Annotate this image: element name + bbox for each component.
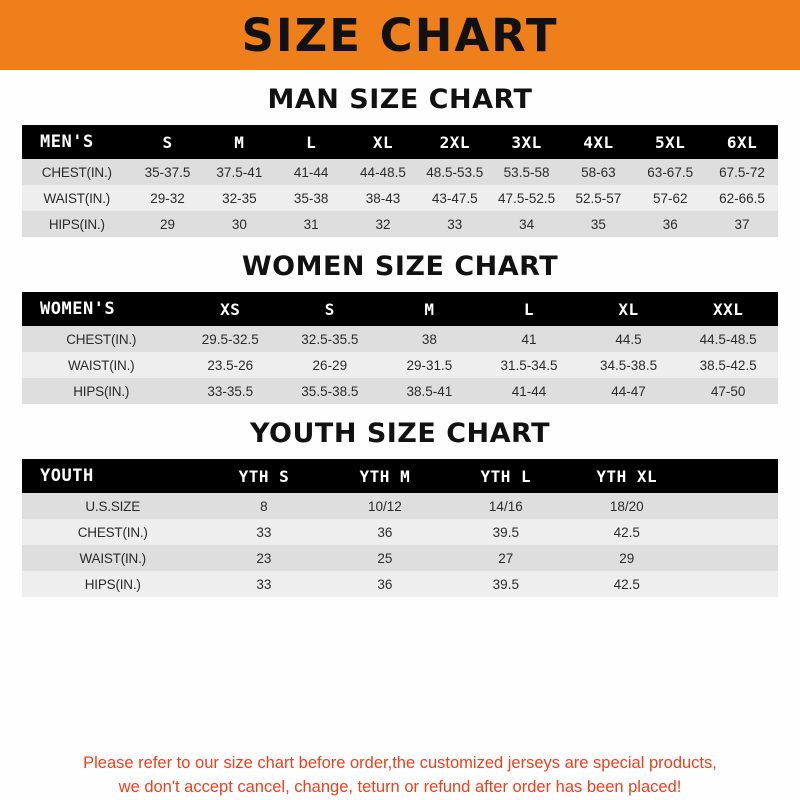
table-cell: 10/12 [324, 493, 445, 519]
row-label: CHEST(IN.) [22, 519, 203, 545]
table-cell: 34 [491, 211, 563, 237]
table-cell: 41-44 [275, 159, 347, 185]
column-header-label: YOUTH [22, 459, 203, 493]
column-header: 4XL [562, 125, 634, 159]
section-title-youth: YOUTH SIZE CHART [249, 418, 551, 449]
table-cell: 35 [562, 211, 634, 237]
table-cell: 29-32 [132, 185, 204, 211]
table-row [22, 545, 778, 571]
column-header: YTH XL [566, 459, 687, 493]
table-cell: 53.5-58 [491, 159, 563, 185]
table-header-row [22, 459, 778, 493]
row-label: CHEST(IN.) [22, 326, 180, 352]
youth-size-table [22, 459, 778, 597]
table-cell: 42.5 [566, 571, 687, 597]
column-header: M [380, 292, 480, 326]
section-women [22, 251, 778, 404]
table-cell: 57-62 [634, 185, 706, 211]
table-row [22, 571, 778, 597]
table-cell: 38.5-41 [380, 378, 480, 404]
row-label: HIPS(IN.) [22, 378, 180, 404]
column-header: 2XL [419, 125, 491, 159]
table-cell: 47-50 [678, 378, 778, 404]
disclaimer-note [0, 742, 800, 800]
table-cell: 36 [634, 211, 706, 237]
column-header-label: WOMEN'S [22, 292, 180, 326]
table-cell: 42.5 [566, 519, 687, 545]
column-header: L [275, 125, 347, 159]
table-cell: 23.5-26 [180, 352, 280, 378]
table-row [22, 326, 778, 352]
table-cell: 44.5 [579, 326, 679, 352]
table-cell: 32.5-35.5 [280, 326, 380, 352]
table-cell: 52.5-57 [562, 185, 634, 211]
row-label: WAIST(IN.) [22, 185, 132, 211]
table-row [22, 378, 778, 404]
table-cell: 43-47.5 [419, 185, 491, 211]
table-cell: 44-48.5 [347, 159, 419, 185]
table-header-row [22, 125, 778, 159]
column-header: XL [579, 292, 679, 326]
man-size-table [22, 125, 778, 237]
column-header: 6XL [706, 125, 778, 159]
table-cell: 35.5-38.5 [280, 378, 380, 404]
column-header-spacer [687, 459, 778, 493]
table-cell: 33-35.5 [180, 378, 280, 404]
table-cell: 31.5-34.5 [479, 352, 579, 378]
column-header: L [479, 292, 579, 326]
table-cell-spacer [687, 571, 778, 597]
column-header: YTH L [445, 459, 566, 493]
table-cell: 23 [203, 545, 324, 571]
table-cell: 38 [380, 326, 480, 352]
table-cell: 35-37.5 [132, 159, 204, 185]
chart-sections [0, 70, 800, 742]
row-label: HIPS(IN.) [22, 571, 203, 597]
column-header: XXL [678, 292, 778, 326]
column-header: 5XL [634, 125, 706, 159]
table-cell: 29 [132, 211, 204, 237]
table-cell: 33 [203, 571, 324, 597]
column-header: 3XL [491, 125, 563, 159]
table-cell: 62-66.5 [706, 185, 778, 211]
table-cell: 29.5-32.5 [180, 326, 280, 352]
row-label: WAIST(IN.) [22, 352, 180, 378]
table-cell-spacer [687, 519, 778, 545]
table-row [22, 493, 778, 519]
column-header: XL [347, 125, 419, 159]
women-size-table [22, 292, 778, 404]
table-cell: 25 [324, 545, 445, 571]
table-cell: 41 [479, 326, 579, 352]
row-label: CHEST(IN.) [22, 159, 132, 185]
row-label: HIPS(IN.) [22, 211, 132, 237]
table-cell: 63-67.5 [634, 159, 706, 185]
table-cell: 38.5-42.5 [678, 352, 778, 378]
column-header-label: MEN'S [22, 125, 132, 159]
column-header: XS [180, 292, 280, 326]
table-cell: 29-31.5 [380, 352, 480, 378]
table-cell: 39.5 [445, 571, 566, 597]
column-header: S [280, 292, 380, 326]
column-header: S [132, 125, 204, 159]
table-cell: 36 [324, 519, 445, 545]
table-header-row [22, 292, 778, 326]
table-row [22, 159, 778, 185]
table-cell: 14/16 [445, 493, 566, 519]
table-cell: 44-47 [579, 378, 679, 404]
column-header: YTH M [324, 459, 445, 493]
column-header: YTH S [203, 459, 324, 493]
table-cell: 18/20 [566, 493, 687, 519]
table-cell: 33 [203, 519, 324, 545]
table-row [22, 352, 778, 378]
table-cell: 35-38 [275, 185, 347, 211]
table-cell: 36 [324, 571, 445, 597]
table-cell: 48.5-53.5 [419, 159, 491, 185]
table-row [22, 211, 778, 237]
note-line-2: we don't accept cancel, change, teturn or refund after order has been placed! [118, 778, 682, 797]
table-cell: 41-44 [479, 378, 579, 404]
table-cell: 26-29 [280, 352, 380, 378]
table-cell: 37.5-41 [203, 159, 275, 185]
section-title-man: MAN SIZE CHART [267, 84, 533, 115]
table-cell: 37 [706, 211, 778, 237]
table-cell-spacer [687, 545, 778, 571]
table-cell: 33 [419, 211, 491, 237]
page-title: SIZE CHART [241, 8, 559, 62]
row-label: WAIST(IN.) [22, 545, 203, 571]
table-row [22, 519, 778, 545]
note-line-1: Please refer to our size chart before order,the customized jerseys are special products, [83, 754, 717, 773]
section-man [22, 84, 778, 237]
table-cell: 32-35 [203, 185, 275, 211]
table-cell: 67.5-72 [706, 159, 778, 185]
table-cell: 30 [203, 211, 275, 237]
table-cell: 39.5 [445, 519, 566, 545]
table-cell: 44.5-48.5 [678, 326, 778, 352]
table-row [22, 185, 778, 211]
table-cell: 58-63 [562, 159, 634, 185]
section-title-women: WOMEN SIZE CHART [241, 251, 559, 282]
header-banner [0, 0, 800, 70]
table-cell: 47.5-52.5 [491, 185, 563, 211]
table-cell: 38-43 [347, 185, 419, 211]
table-cell: 31 [275, 211, 347, 237]
section-youth [22, 418, 778, 597]
table-cell: 27 [445, 545, 566, 571]
table-cell-spacer [687, 493, 778, 519]
row-label: U.S.SIZE [22, 493, 203, 519]
column-header: M [203, 125, 275, 159]
table-cell: 29 [566, 545, 687, 571]
table-cell: 32 [347, 211, 419, 237]
table-cell: 8 [203, 493, 324, 519]
table-cell: 34.5-38.5 [579, 352, 679, 378]
